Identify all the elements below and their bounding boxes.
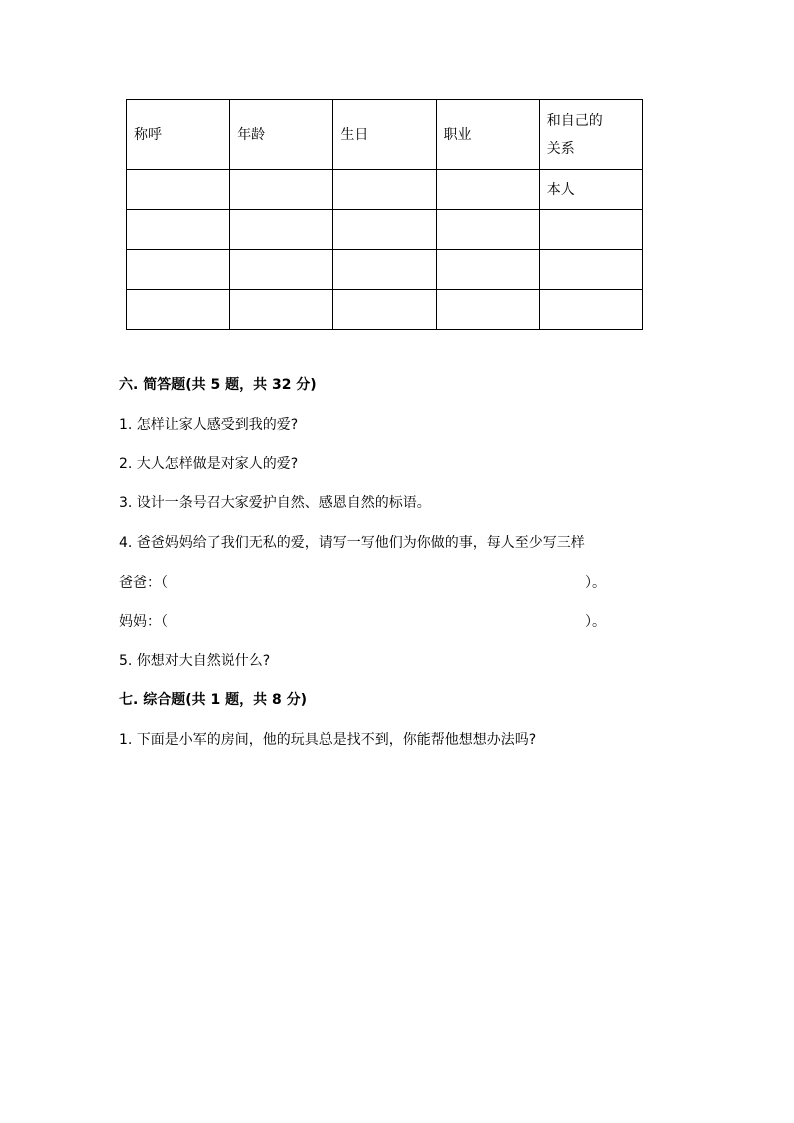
table-row — [127, 210, 643, 250]
section-7-title: 七. 综合题(共 1 题，共 8 分) — [119, 692, 307, 708]
header-relation-cell: 和自己的关系 — [539, 100, 642, 170]
table-cell[interactable] — [230, 170, 333, 210]
header-age-cell: 年龄 — [230, 100, 333, 170]
table-cell[interactable] — [127, 170, 230, 210]
header-occupation-cell: 职业 — [436, 100, 539, 170]
table-cell: 本人 — [539, 170, 642, 210]
table-cell[interactable] — [539, 290, 642, 330]
table-cell[interactable] — [127, 210, 230, 250]
dad-answer-label: 爸爸：（ — [119, 575, 168, 591]
dad-answer-close: ）。 — [585, 575, 606, 591]
question-6-5: 5. 你想对大自然说什么? — [119, 653, 271, 669]
section-6-title: 六. 简答题(共 5 题，共 32 分) — [119, 377, 317, 393]
mom-answer-label: 妈妈：（ — [119, 614, 168, 630]
table-row — [127, 170, 643, 210]
table-cell[interactable] — [539, 210, 642, 250]
table-cell[interactable] — [230, 250, 333, 290]
table-cell[interactable] — [127, 250, 230, 290]
table-cell[interactable] — [436, 170, 539, 210]
question-6-4: 4. 爸爸妈妈给了我们无私的爱，请写一写他们为你做的事，每人至少写三样 — [119, 535, 585, 551]
table-cell[interactable] — [127, 290, 230, 330]
question-6-3: 3. 设计一条号召大家爱护自然、感恩自然的标语。 — [119, 495, 431, 511]
table-cell[interactable] — [333, 170, 436, 210]
question-6-2: 2. 大人怎样做是对家人的爱? — [119, 456, 299, 472]
table-cell[interactable] — [333, 250, 436, 290]
table-cell[interactable] — [436, 250, 539, 290]
table-cell[interactable] — [333, 290, 436, 330]
table-cell[interactable] — [230, 290, 333, 330]
header-title-cell: 称呼 — [127, 100, 230, 170]
table-cell[interactable] — [333, 210, 436, 250]
table-cell[interactable] — [230, 210, 333, 250]
family-info-table — [126, 99, 643, 330]
mom-answer-close: ）。 — [585, 614, 606, 630]
table-row — [127, 250, 643, 290]
table-cell[interactable] — [539, 250, 642, 290]
table-row — [127, 290, 643, 330]
header-birthday-cell: 生日 — [333, 100, 436, 170]
table-header-row — [127, 100, 643, 170]
question-7-1: 1. 下面是小军的房间，他的玩具总是找不到，你能帮他想想办法吗? — [119, 732, 537, 748]
table-cell[interactable] — [436, 290, 539, 330]
table-cell[interactable] — [436, 210, 539, 250]
question-6-1: 1. 怎样让家人感受到我的爱? — [119, 417, 299, 433]
